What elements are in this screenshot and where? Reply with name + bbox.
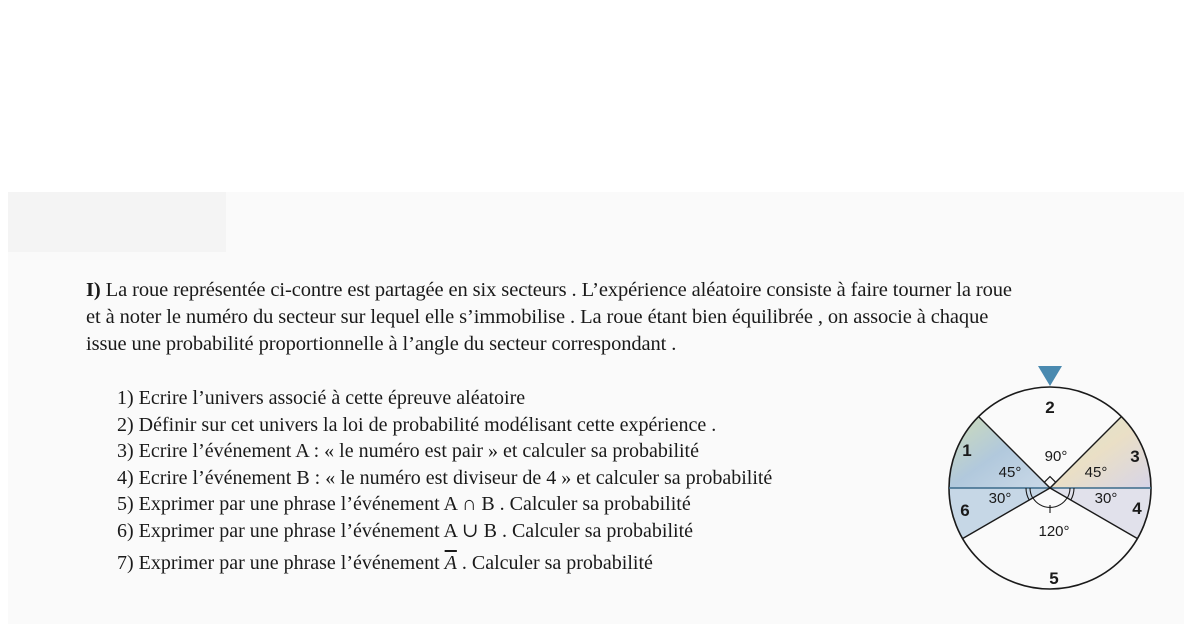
question-7 [117, 550, 772, 577]
intro-line-2: et à noter le numéro du secteur sur lequel elle s’immobilise . La roue étant bien équilibrée , on associe à chaque [86, 306, 989, 328]
question-2: 2) Définir sur cet univers la loi de probabilité modélisant cette expérience . [117, 413, 717, 436]
question-3: 3) Ecrire l’événement A : « le numéro est pair » et calculer sa probabilité [117, 440, 699, 462]
sector-label-6: 6 [960, 501, 970, 520]
question-5: 5) Exprimer par une phrase l’événement A ∩ B . Calculer sa probabilité [117, 493, 691, 515]
intro-line-1 [86, 277, 1172, 304]
sector-label-3: 3 [1130, 447, 1140, 466]
sector-label-5: 5 [1049, 569, 1059, 588]
angle-label-right: 30° [1094, 490, 1118, 507]
probability-wheel [940, 358, 1160, 608]
question-7-text-start: 7) Exprimer par une phrase l’événement [117, 552, 445, 574]
angle-label-upper-right: 45° [1084, 464, 1108, 481]
intro-text-1: La roue représentée ci-contre est partagée en six secteurs . L’expérience aléatoire consiste à faire tourner la roue [105, 279, 1012, 301]
angle-label-upper-left: 45° [998, 464, 1022, 481]
sector-label-4: 4 [1132, 499, 1142, 518]
angle-label-bottom: 120° [1038, 523, 1070, 540]
sector-label-1: 1 [962, 441, 972, 460]
exercise-number: I) [86, 279, 101, 301]
angle-label-top: 90° [1044, 448, 1068, 465]
intro-line-3: issue une probabilité proportionnelle à l’angle du secteur correspondant . [86, 333, 677, 355]
sector-label-2: 2 [1045, 398, 1055, 417]
question-4: 4) Ecrire l’événement B : « le numéro est diviseur de 4 » et calculer sa probabilité [117, 466, 773, 489]
exercise-intro [86, 277, 1172, 358]
complement-symbol: $\overline{A}$ [444, 552, 457, 574]
question-7-text-end: . Calculer sa probabilité [456, 552, 653, 574]
question-1: 1) Ecrire l’univers associé à cette épreuve aléatoire [117, 387, 526, 409]
pointer-icon [1038, 366, 1062, 386]
question-6: 6) Exprimer par une phrase l’événement A ∪ B . Calculer sa probabilité [117, 519, 694, 542]
angle-label-left: 30° [988, 490, 1012, 507]
question-list [117, 385, 772, 577]
